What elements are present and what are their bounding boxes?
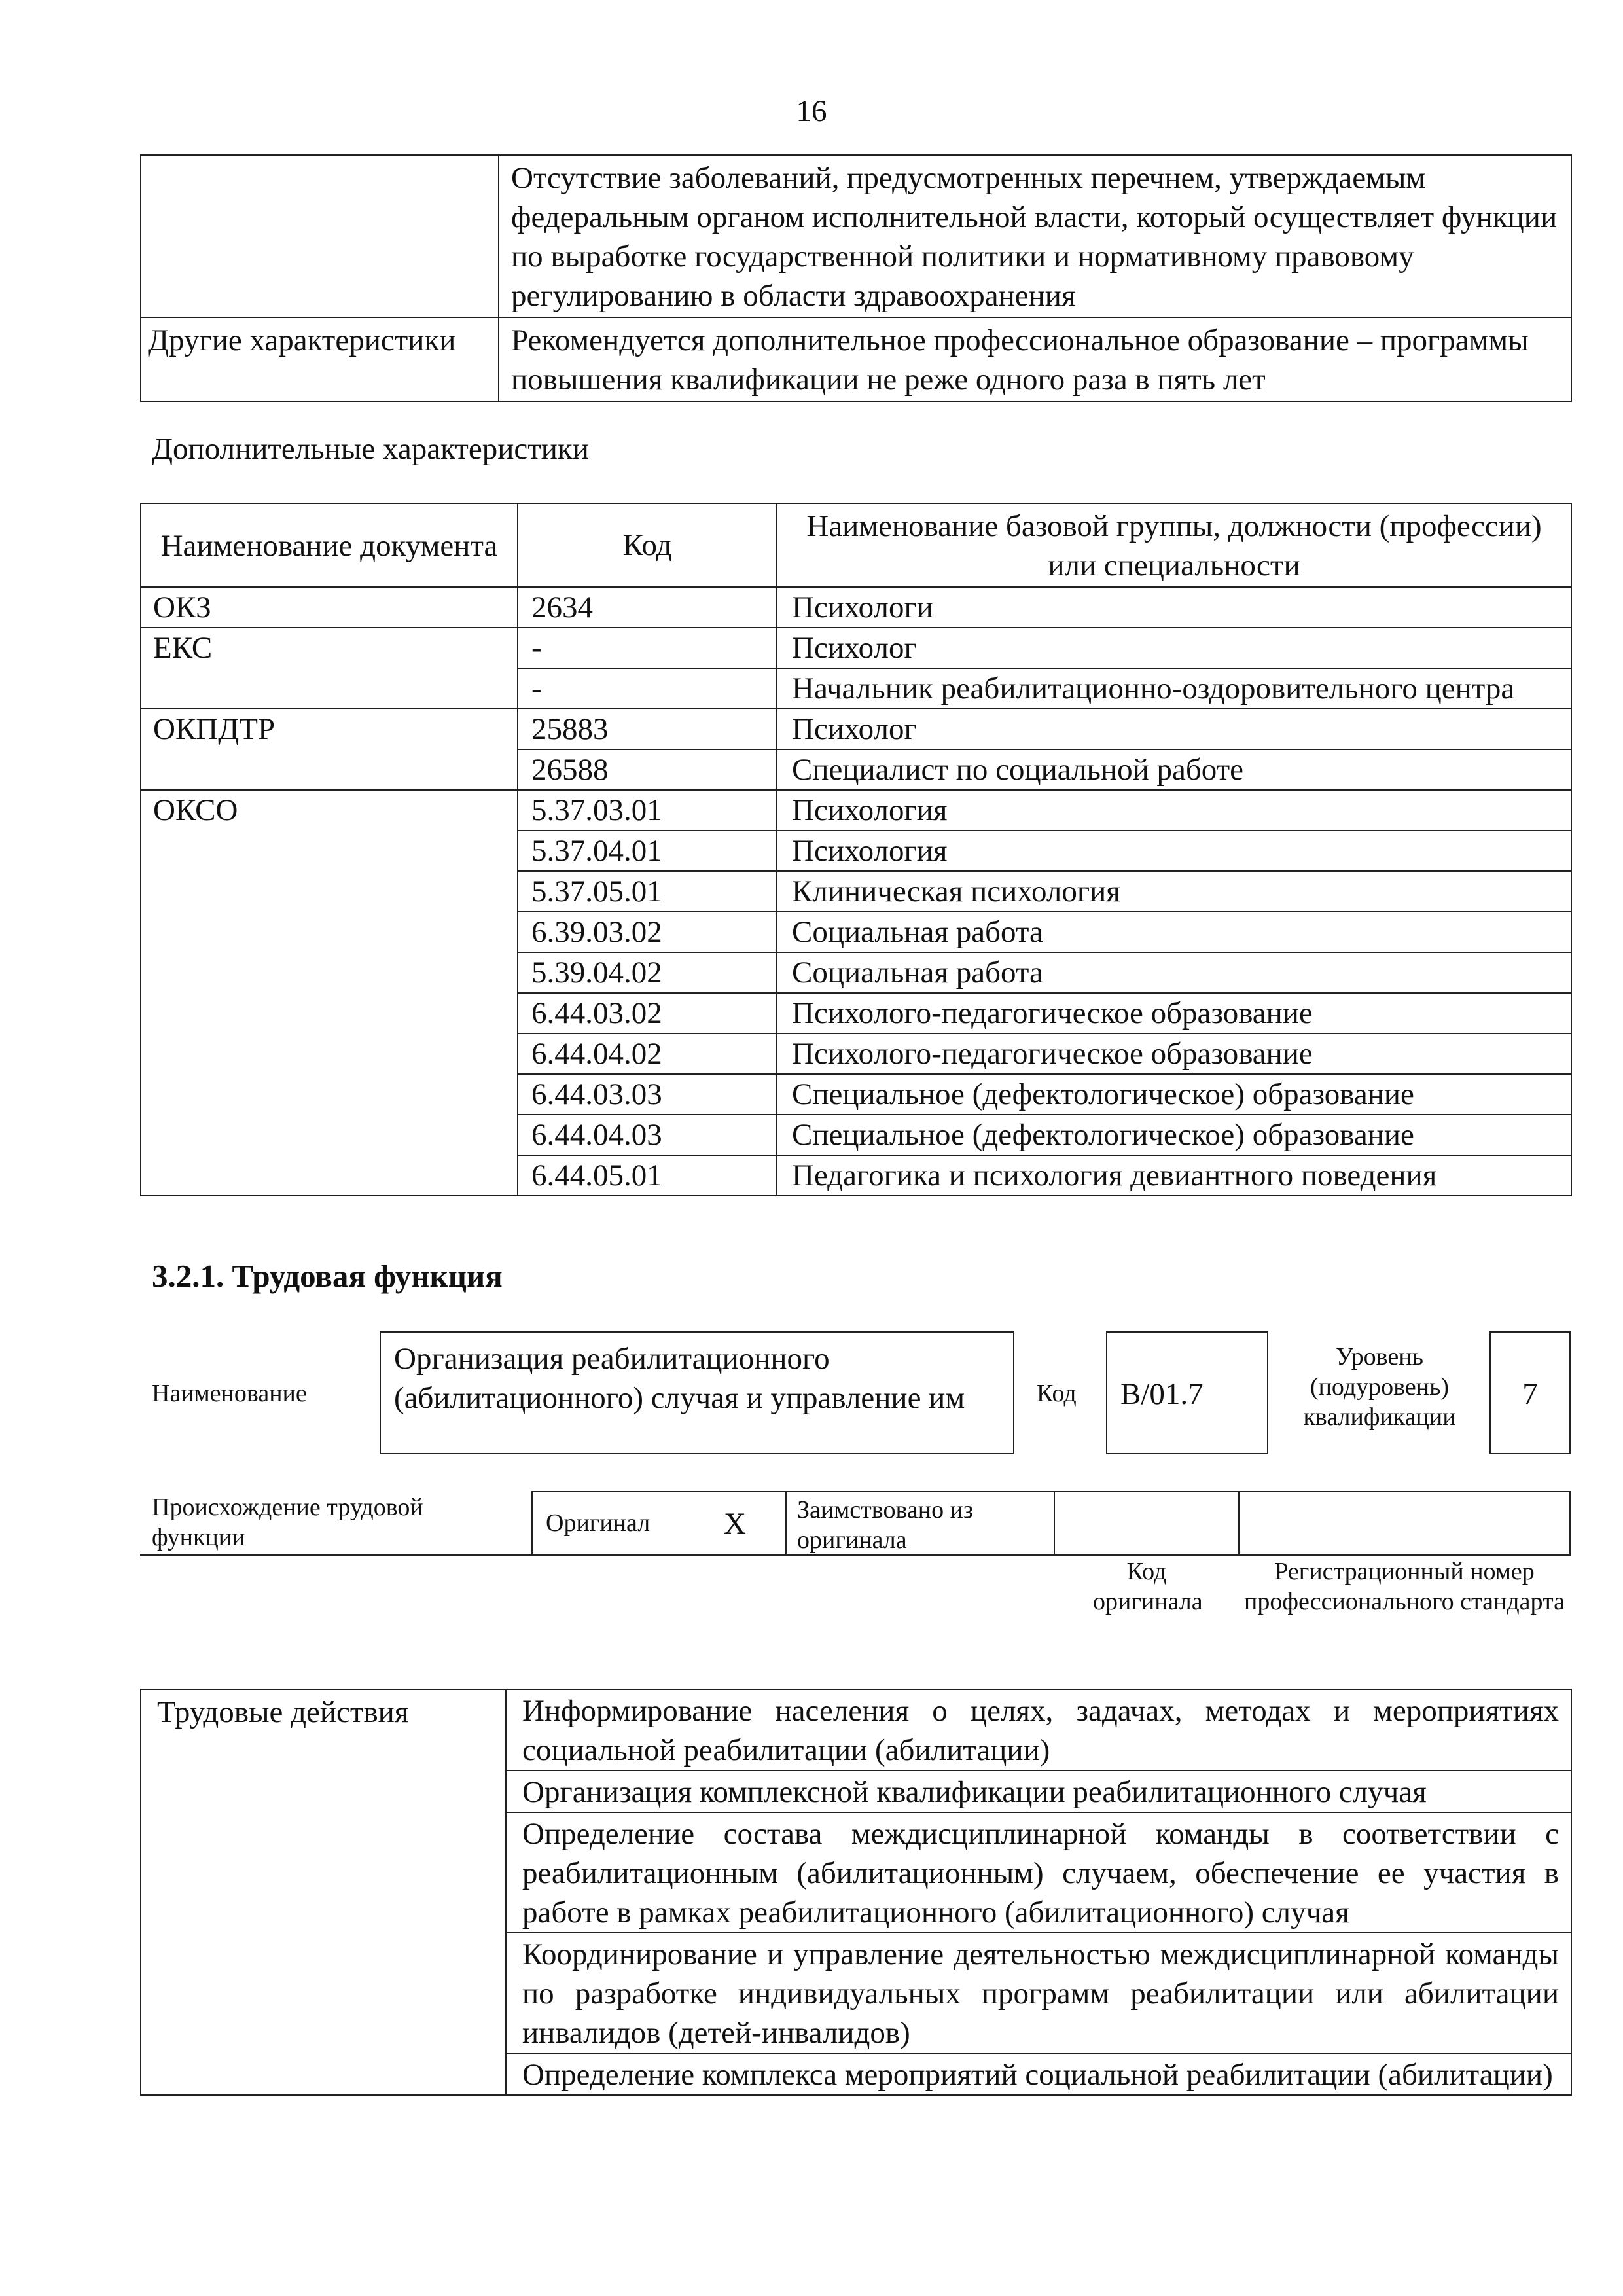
origin-reg-number-caption: Регистрационный номер профессионального стандарта [1244,1558,1565,1615]
code-cell: 5.37.05.01 [518,871,777,912]
document-cell: ОКЗ [141,587,518,628]
function-name-box [380,1331,1014,1454]
origin-code-cell [1054,1491,1240,1555]
origin-original-label: Оригинал [546,1509,651,1537]
table-cell [141,155,499,317]
function-name-label: Наименование [152,1380,307,1407]
column-header-name: Наименование базовой группы, должности (профессии) или специальности [777,503,1571,587]
code-cell: 6.44.05.01 [518,1155,777,1196]
code-cell: 25883 [518,709,777,749]
origin-reg-number-cell [1238,1491,1571,1555]
document-cell: ОКПДТР [141,709,518,790]
function-code-value: B/01.7 [1120,1377,1204,1411]
code-cell: 6.44.03.02 [518,993,777,1033]
table-header-row [141,503,1571,587]
labour-actions-label: Трудовые действия [141,1689,506,2095]
column-header-code: Код [518,503,777,587]
other-characteristics-text: Рекомендуется дополнительное профессиональное образование – программы повышения квалификации не реже одного раза в пять лет [499,317,1571,401]
name-cell: Психолого-педагогическое образование [777,1033,1571,1074]
code-cell: 6.44.04.02 [518,1033,777,1074]
labour-action-item: Координирование и управление деятельностью междисциплинарной команды по разработке индивидуальных программ реабилитации или абилитации инвалидов (детей-инвалидов) [506,1933,1571,2053]
code-cell: 6.44.03.03 [518,1074,777,1115]
labour-actions-table [140,1689,1572,2096]
name-cell: Социальная работа [777,912,1571,952]
name-cell: Психология [777,831,1571,871]
code-cell: 26588 [518,749,777,790]
origin-original-mark: X [724,1507,746,1541]
table-row [141,317,1571,401]
name-cell: Клиническая психология [777,871,1571,912]
origin-borrowed-cell [785,1491,1055,1555]
code-cell: 2634 [518,587,777,628]
code-cell: - [518,668,777,709]
name-cell: Психология [777,790,1571,831]
document-cell: ЕКС [141,628,518,709]
table-row [141,587,1571,628]
additional-characteristics-heading: Дополнительные характеристики [152,432,589,466]
table-row [141,155,1571,317]
code-cell: 5.39.04.02 [518,952,777,993]
requirements-table [140,154,1572,402]
labour-action-item: Организация комплексной квалификации реабилитационного случая [506,1770,1571,1812]
name-cell: Специалист по социальной работе [777,749,1571,790]
origin-borrowed-label: Заимствовано из оригинала [797,1496,973,1554]
page-number: 16 [796,94,827,128]
name-cell: Психолог [777,628,1571,668]
section-title: 3.2.1. Трудовая функция [152,1258,503,1294]
labour-action-item: Информирование населения о целях, задачах, методах и мероприятиях социальной реабилитации (абилитации) [506,1689,1571,1770]
function-code-box [1106,1331,1268,1454]
name-cell: Психолого-педагогическое образование [777,993,1571,1033]
document-cell: ОКСО [141,790,518,1196]
origin-code-caption: Код оригинала [1093,1558,1203,1615]
other-characteristics-label: Другие характеристики [141,317,499,401]
name-cell: Специальное (дефектологическое) образование [777,1115,1571,1155]
name-cell: Социальная работа [777,952,1571,993]
name-cell: Психолог [777,709,1571,749]
code-cell: 6.39.03.02 [518,912,777,952]
column-header-document: Наименование документа [141,503,518,587]
code-cell: 5.37.03.01 [518,790,777,831]
labour-action-item: Определение комплекса мероприятий социальной реабилитации (абилитации) [506,2053,1571,2095]
code-cell: 6.44.04.03 [518,1115,777,1155]
labour-action-item: Определение состава междисциплинарной команды в соответствии с реабилитационным (абилитационным) случаем, обеспечение ее участия в работе в рамках реабилитационного (абилитационного) случая [506,1812,1571,1933]
code-cell: 5.37.04.01 [518,831,777,871]
table-row [141,709,1571,749]
name-cell: Начальник реабилитационно-оздоровительного центра [777,668,1571,709]
table-row [141,1689,1571,1770]
table-row [141,628,1571,668]
qualification-level-box [1489,1331,1571,1454]
table-row [141,790,1571,831]
name-cell: Психологи [777,587,1571,628]
name-cell: Специальное (дефектологическое) образование [777,1074,1571,1115]
qualification-level-value: 7 [1522,1377,1538,1411]
additional-characteristics-table [140,503,1572,1196]
function-code-label: Код [1037,1380,1077,1407]
name-cell: Педагогика и психология девиантного поведения [777,1155,1571,1196]
code-cell: - [518,628,777,668]
qualification-level-label: Уровень (подуровень) квалификации [1303,1343,1456,1431]
requirement-text: Отсутствие заболеваний, предусмотренных перечнем, утверждаемым федеральным органом исполнительной власти, который осуществляет функции по выработке государственной политики и нормативному правовому регулированию в области здравоохранения [499,155,1571,317]
function-name-value: Организация реабилитационного (абилитационного) случая и управление им [394,1342,965,1415]
origin-label: Происхождение трудовой функции [152,1494,423,1551]
origin-original-cell [531,1491,787,1555]
